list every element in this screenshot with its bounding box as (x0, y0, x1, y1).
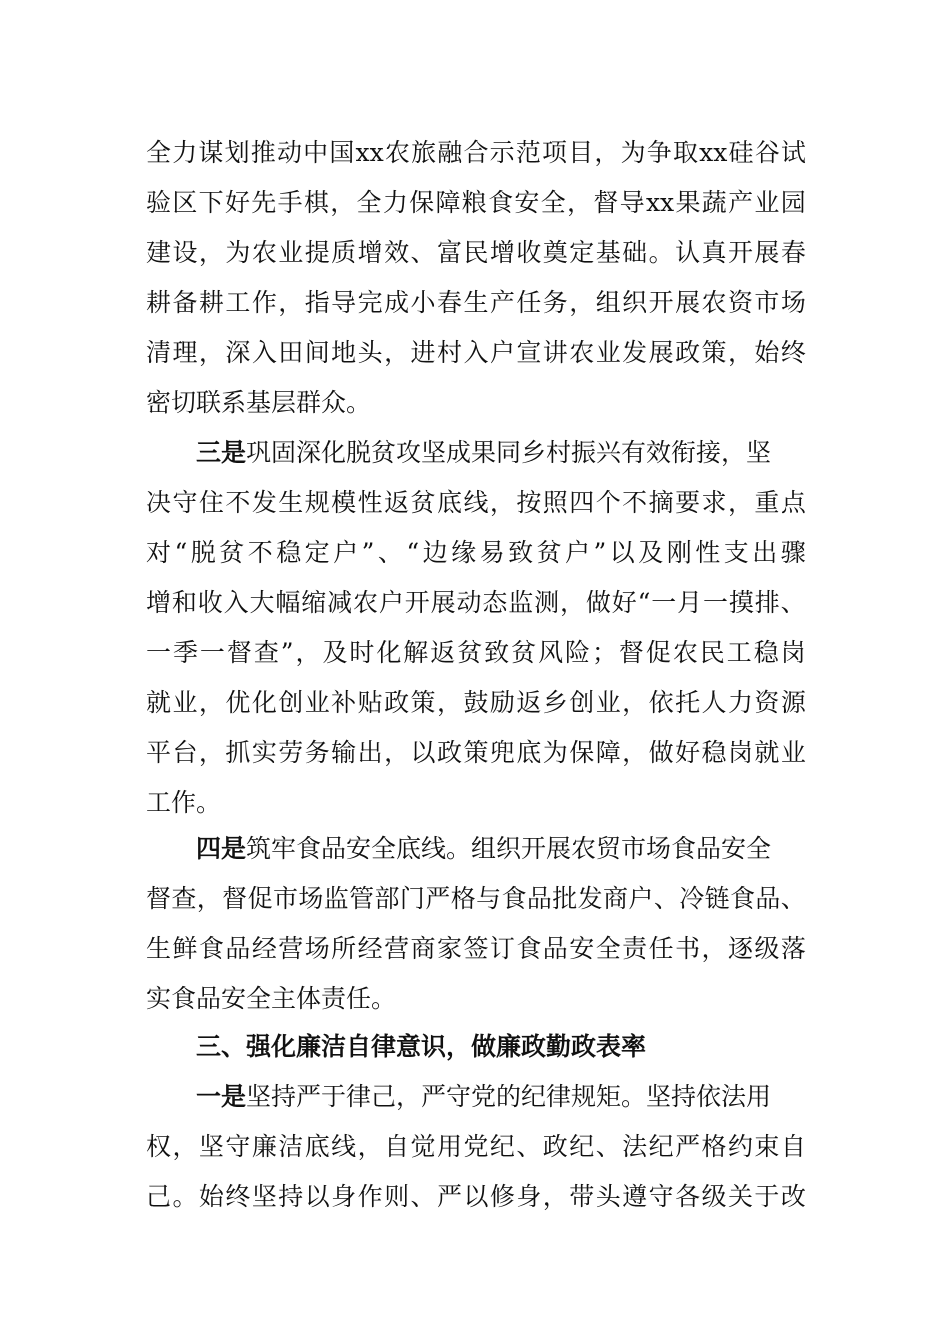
paragraph-lead: 一是 (196, 1082, 247, 1111)
text-line: 密切联系基层群众。 (146, 388, 372, 417)
lead-line-text: 筑牢食品安全底线。组织开展农贸市场食品安全 (246, 834, 772, 863)
paragraph-1 (146, 128, 806, 428)
text-line: 平 台 ， 抓 实 劳 务 输 出 ， 以 政 策 兜 底 为 保 障 ， 做 好 稳 岗 就 业 (146, 738, 806, 767)
text-line: 就 业 ， 优 化 创 业 补 贴 政 策 ， 鼓 励 返 乡 创 业 ， 依 托 人 力 资 源 (146, 688, 806, 717)
section-heading: 三、强化廉洁自律意识，做廉政勤政表率 (196, 1032, 647, 1061)
paragraph-3 (146, 824, 806, 1024)
text-line: 督 查 ， 督 促 市 场 监 管 部 门 严 格 与 食 品 批 发 商 户 、 冷 链 食 品 、 (146, 884, 806, 913)
lead-line-text: 坚持严于律己，严守党的纪律规矩。坚持依法用 (246, 1082, 772, 1111)
text-line: 耕 备 耕 工 作 ， 指 导 完 成 小 春 生 产 任 务 ， 组 织 开 展 农 资 市 场 (146, 288, 806, 317)
text-line: 全 力 谋 划 推 动 中 国 xx 农 旅 融 合 示 范 项 目 ， 为 争 取 xx 硅 谷 试 (146, 138, 806, 167)
paragraph-lead: 四是 (196, 834, 247, 863)
paragraph-lead: 三是 (196, 438, 247, 467)
text-line: 验 区 下 好 先 手 棋 ， 全 力 保 障 粮 食 安 全 ， 督 导 xx 果 蔬 产 业 园 (146, 188, 806, 217)
text-line: 工作。 (146, 788, 222, 817)
text-line: 己 。 始 终 坚 持 以 身 作 则 、 严 以 修 身 ， 带 头 遵 守 各 级 关 于 改 (146, 1182, 806, 1211)
text-line: 实食品安全主体责任。 (146, 984, 397, 1013)
text-line-first (146, 428, 806, 478)
text-line: 一 季 一 督 查 ” ， 及 时 化 解 返 贫 致 贫 风 险 ； 督 促 农 民 工 稳 岗 (146, 638, 806, 667)
paragraph-4 (146, 1072, 806, 1222)
lead-line-text: 巩固深化脱贫攻坚成果同乡村振兴有效衔接，坚 (246, 438, 772, 467)
text-line: 增 和 收 入 大 幅 缩 减 农 户 开 展 动 态 监 测 ， 做 好 “ 一 月 一 摸 排 、 (146, 588, 806, 617)
text-line-first (146, 824, 806, 874)
paragraph-2 (146, 428, 806, 828)
text-line-first (146, 1072, 806, 1122)
text-line: 权 ， 坚 守 廉 洁 底 线 ， 自 觉 用 党 纪 、 政 纪 、 法 纪 严 格 约 束 自 (146, 1132, 806, 1161)
text-line: 生 鲜 食 品 经 营 场 所 经 营 商 家 签 订 食 品 安 全 责 任 书 ， 逐 级 落 (146, 934, 806, 963)
text-line: 清 理 ， 深 入 田 间 地 头 ， 进 村 入 户 宣 讲 农 业 发 展 政 策 ， 始 终 (146, 338, 806, 367)
text-line: 建 设 ， 为 农 业 提 质 增 效 、 富 民 增 收 奠 定 基 础 。 认 真 开 展 春 (146, 238, 806, 267)
text-line: 对 “ 脱 贫 不 稳 定 户 ” 、 “ 边 缘 易 致 贫 户 ” 以 及 刚 性 支 出 骤 (146, 538, 806, 567)
section-heading-block (146, 1022, 806, 1072)
text-line: 决 守 住 不 发 生 规 模 性 返 贫 底 线 ， 按 照 四 个 不 摘 要 求 ， 重 点 (146, 488, 806, 517)
